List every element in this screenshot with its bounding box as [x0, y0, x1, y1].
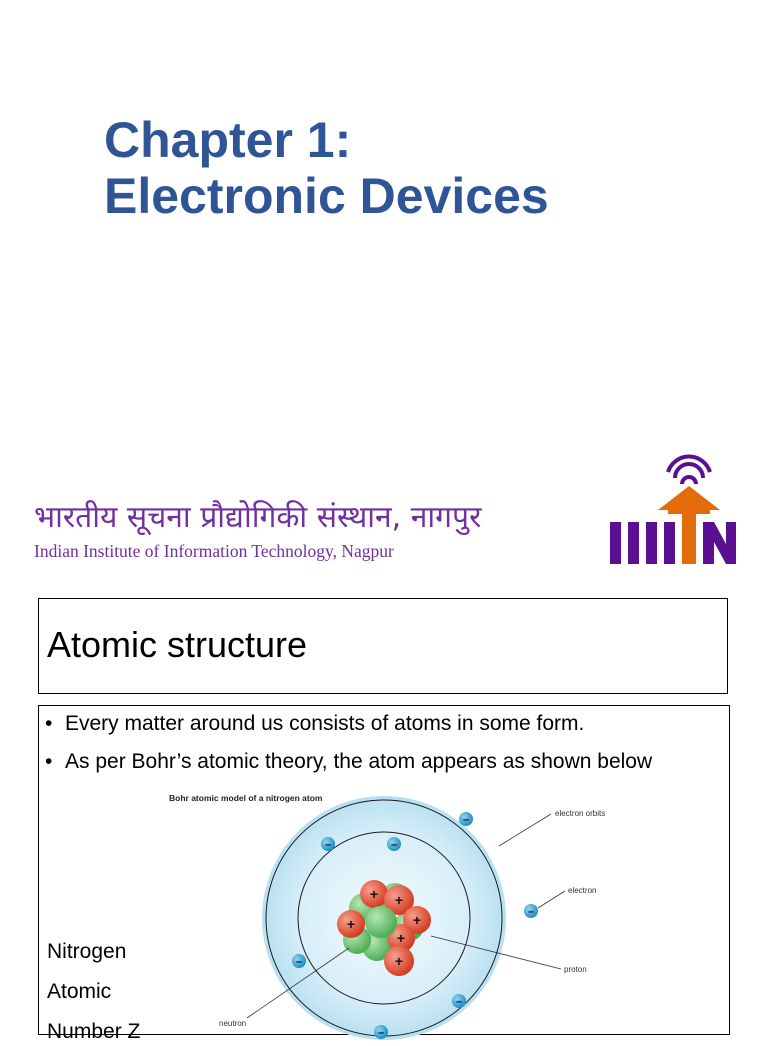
electron-sign: –: [455, 996, 463, 1008]
side-text-line: Atomic: [47, 980, 112, 1003]
label-proton: proton: [564, 965, 587, 974]
electron-leader-line: [538, 891, 565, 908]
proton-sign: +: [346, 916, 356, 932]
label-electron: electron: [568, 886, 597, 895]
orbits-leader-line: [499, 814, 551, 846]
proton-sign: +: [412, 912, 422, 928]
label-neutron: neutron: [219, 1019, 247, 1028]
bullet-item: [45, 748, 652, 776]
logo-letter-n: [703, 522, 736, 564]
logo-bar-1: [610, 522, 621, 564]
bullet-icon: •: [45, 712, 53, 735]
bullet-icon: •: [45, 750, 53, 773]
slide-title: Atomic structure: [47, 624, 308, 665]
bullet-text: Every matter around us consists of atoms in some form.: [65, 712, 585, 735]
logo-bar-3: [646, 522, 657, 564]
chapter-title-line1: Chapter 1:: [104, 112, 352, 168]
logo-bar-4: [664, 522, 675, 564]
neutron: [365, 906, 397, 938]
proton-sign: +: [394, 953, 404, 969]
chapter-title-line2: Electronic Devices: [104, 168, 549, 224]
iiitn-logo: [606, 458, 740, 568]
proton-sign: +: [396, 930, 406, 946]
proton-sign: +: [394, 892, 404, 908]
bullet-item: [45, 710, 584, 738]
chapter-title: [104, 112, 549, 224]
figure-caption: Bohr atomic model of a nitrogen atom: [169, 793, 323, 803]
electron-sign: –: [377, 1027, 385, 1039]
logo-wifi-arc-inner: [682, 477, 696, 484]
electron-sign: –: [390, 839, 398, 851]
electron-sign: –: [462, 814, 470, 826]
logo-bar-2: [628, 522, 639, 564]
proton-sign: +: [369, 886, 379, 902]
slide-content-box: [38, 705, 730, 1043]
electron-sign: –: [527, 906, 535, 918]
institute-name-hindi: भारतीय सूचना प्रौद्योगिकी संस्थान, नागपुर: [34, 500, 482, 535]
institute-name-english: Indian Institute of Information Technology, Nagpur: [34, 541, 394, 561]
side-text-line: Nitrogen: [47, 940, 127, 963]
bullet-text: As per Bohr’s atomic theory, the atom appears as shown below: [65, 750, 653, 773]
slide-title-box: [38, 598, 728, 694]
bohr-atom-figure: [169, 788, 606, 1039]
side-text-line: Number Z: [47, 1020, 141, 1043]
electron-sign: –: [324, 839, 332, 851]
electron-sign: –: [295, 956, 303, 968]
label-electron-orbits: electron orbits: [555, 809, 606, 818]
